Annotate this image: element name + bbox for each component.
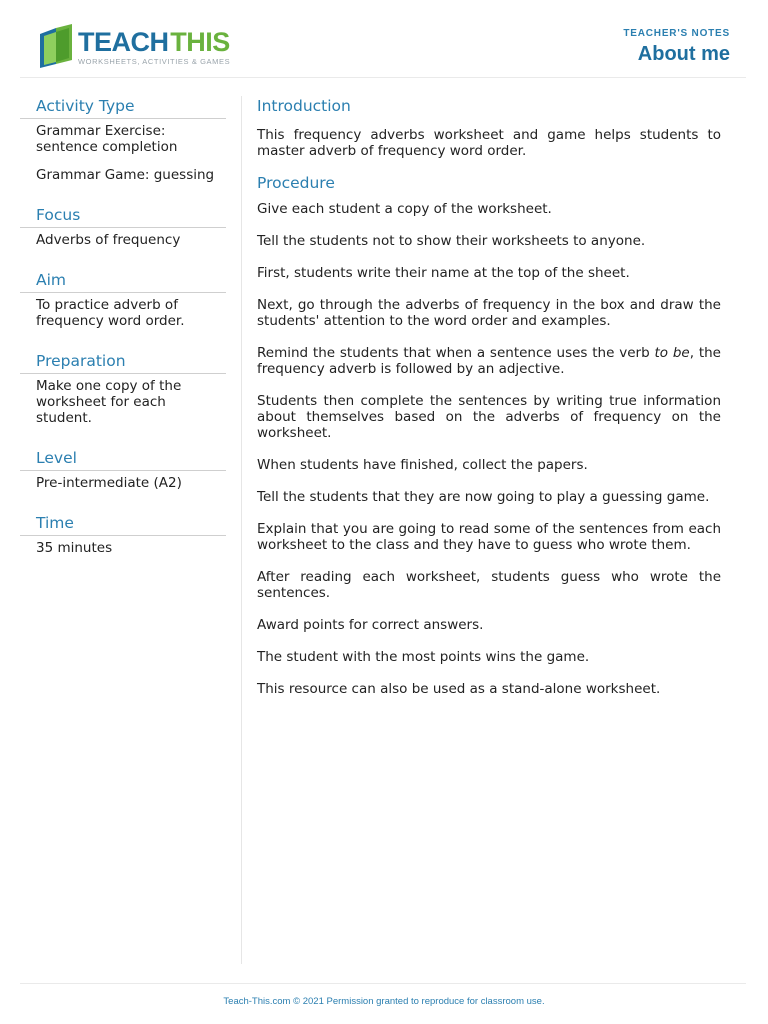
page-title: About me bbox=[637, 43, 730, 65]
aim-heading: Aim bbox=[20, 268, 226, 293]
procedure-step: Tell the students not to show their worksheets to anyone. bbox=[257, 233, 646, 249]
step-text-before: Remind the students that when a sentence uses the verb bbox=[257, 345, 655, 361]
logo-wordmark bbox=[78, 26, 230, 58]
level-heading: Level bbox=[20, 446, 226, 471]
activity-type-heading: Activity Type bbox=[20, 94, 226, 119]
preparation-section bbox=[20, 349, 226, 426]
aim-text: To practice adverb of frequency word order. bbox=[36, 297, 185, 329]
activity-type-item: Grammar Game: guessing bbox=[36, 167, 215, 183]
sidebar bbox=[20, 94, 226, 576]
footer-copyright: Teach-This.com © 2021 Permission granted to reproduce for classroom use. bbox=[223, 996, 545, 1007]
procedure-step: Give each student a copy of the worksheet. bbox=[257, 201, 552, 217]
procedure-step: Next, go through the adverbs of frequency in the box and draw the students' attention to the word order and examples. bbox=[257, 297, 721, 329]
step-text-after: , the frequency adverb is followed by an adjective. bbox=[257, 345, 721, 377]
procedure-step bbox=[257, 345, 721, 377]
activity-type-item: Grammar Exercise: sentence completion bbox=[36, 123, 178, 155]
introduction-heading: Introduction bbox=[257, 97, 351, 115]
aim-section bbox=[20, 268, 226, 329]
step-text-emphasis: to be bbox=[654, 345, 690, 361]
level-text: Pre-intermediate (A2) bbox=[36, 475, 182, 491]
time-heading: Time bbox=[20, 511, 226, 536]
procedure-step: After reading each worksheet, students guess who wrote the sentences. bbox=[257, 569, 721, 601]
procedure-step: Tell the students that they are now going to play a guessing game. bbox=[257, 489, 710, 505]
logo-tagline: WORKSHEETS, ACTIVITIES & GAMES bbox=[78, 57, 231, 66]
procedure-heading: Procedure bbox=[257, 174, 335, 192]
procedure-step: The student with the most points wins the game. bbox=[257, 649, 590, 665]
introduction-text: This frequency adverbs worksheet and game helps students to master adverb of frequency word order. bbox=[257, 127, 721, 159]
activity-type-section bbox=[20, 94, 226, 183]
procedure-step: Explain that you are going to read some of the sentences from each worksheet to the class and they have to guess who wrote them. bbox=[257, 521, 721, 553]
footer-divider bbox=[20, 983, 746, 984]
logo-word-teach: TEACH bbox=[78, 27, 169, 57]
preparation-heading: Preparation bbox=[20, 349, 226, 374]
preparation-text: Make one copy of the worksheet for each student. bbox=[36, 378, 182, 426]
focus-heading: Focus bbox=[20, 203, 226, 228]
procedure-step: Award points for correct answers. bbox=[257, 617, 484, 633]
teachers-notes-label: TEACHER'S NOTES bbox=[623, 28, 730, 39]
time-text: 35 minutes bbox=[36, 540, 113, 556]
focus-section bbox=[20, 203, 226, 248]
page-header bbox=[0, 0, 768, 79]
logo-word-this: THIS bbox=[170, 27, 230, 57]
header-divider bbox=[20, 77, 746, 78]
focus-text: Adverbs of frequency bbox=[36, 232, 181, 248]
column-divider bbox=[241, 96, 242, 964]
procedure-step: First, students write their name at the top of the sheet. bbox=[257, 265, 630, 281]
time-section bbox=[20, 511, 226, 556]
open-book-icon bbox=[36, 24, 76, 68]
teach-this-logo[interactable] bbox=[36, 24, 236, 68]
main-content bbox=[257, 94, 721, 713]
procedure-step: When students have finished, collect the papers. bbox=[257, 457, 588, 473]
procedure-step: Students then complete the sentences by writing true information about themselves based on the adverbs of frequency on the worksheet. bbox=[257, 393, 721, 441]
level-section bbox=[20, 446, 226, 491]
procedure-step: This resource can also be used as a stand-alone worksheet. bbox=[257, 681, 661, 697]
